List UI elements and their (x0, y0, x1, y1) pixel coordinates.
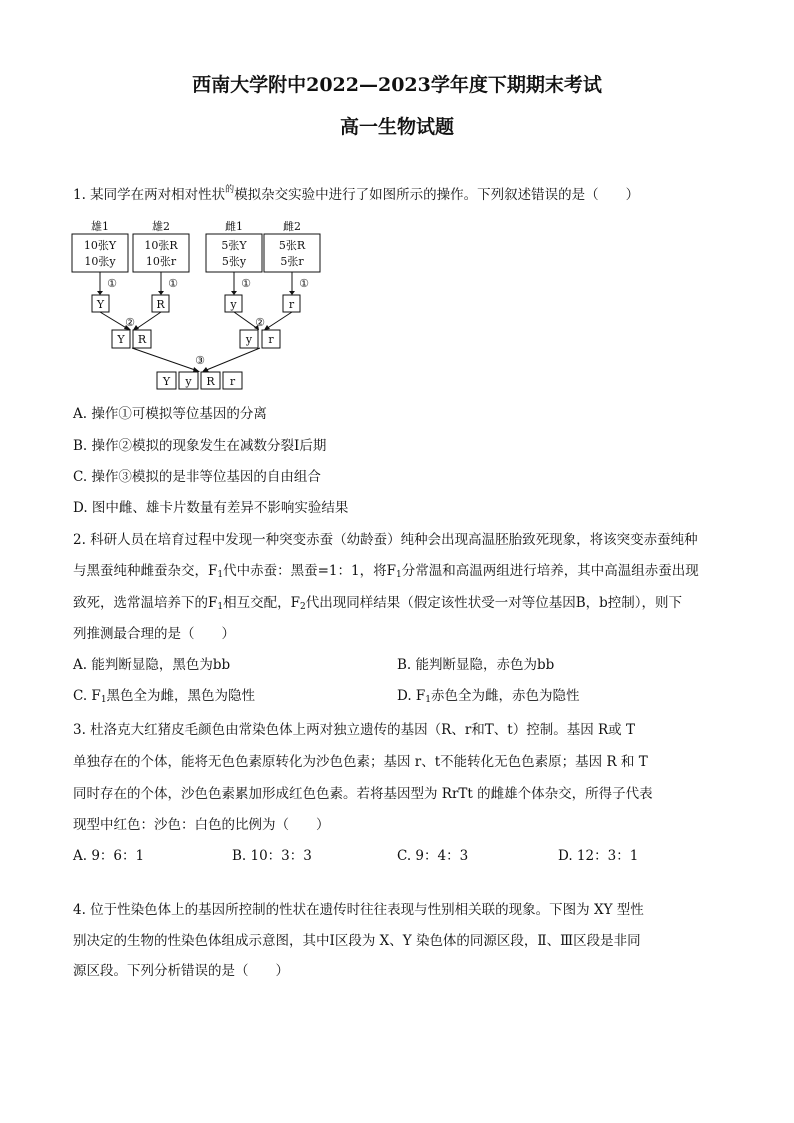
q2-option-b: B. 能判断显隐，赤色为bb (397, 657, 555, 673)
q1-option-a: A. 操作①可模拟等位基因的分离 (73, 406, 267, 422)
allele-card: Y (96, 298, 105, 311)
step1-label: ① (241, 277, 251, 290)
box-line: 10张y (84, 255, 116, 268)
step1-label: ① (107, 277, 117, 290)
q2-stem-line2: 与黑蚕纯种雌蚕杂交，$F_1$代中赤蚕：黑蚕=1：1，将$F_1$分常温和高温两组进行培养，其中高温组赤蚕出现 (73, 563, 699, 580)
q3-option-b: B. 10：3：3 (232, 848, 312, 864)
box-line: 10张r (145, 255, 177, 268)
q1-option-b: B. 操作②模拟的现象发生在减数分裂Ⅰ后期 (73, 438, 327, 454)
allele-card: R (206, 375, 215, 388)
q3-option-c: C. 9：4：3 (397, 848, 469, 864)
allele-card: R (137, 333, 147, 346)
q3-option-a: A. 9：6：1 (73, 848, 145, 864)
box-line: 10张Y (83, 239, 117, 252)
q4-stem-line2: 别决定的生物的性染色体组成示意图，其中Ⅰ区段为 X、Y 染色体的同源区段，Ⅱ、Ⅲ区段是非同 (73, 933, 641, 949)
allele-card: r (229, 375, 236, 388)
q3-stem-line2: 单独存在的个体，能将无色色素原转化为沙色色素；基因 r、t不能转化无色色素原；基因 R 和 T (73, 754, 648, 770)
step1-label: ① (168, 277, 178, 290)
q2-option-a: A. 能判断显隐，黑色为bb (73, 657, 231, 673)
q1-option-c: C. 操作③模拟的是非等位基因的自由组合 (73, 469, 321, 485)
step1-label: ① (299, 277, 309, 290)
q3-stem-line3: 同时存在的个体，沙色色素累加形成红色色素。若将基因型为 RrTt 的雌雄个体杂交，所得子代表 (73, 786, 653, 802)
q3-stem-line4: 现型中红色：沙色：白色的比例为（ ） (73, 817, 330, 833)
box-header-male1: 雄1 (91, 220, 109, 233)
allele-card: y (185, 375, 192, 388)
box-line: 10张R (144, 239, 178, 252)
q3-stem-line1: 3. 杜洛克大红猪皮毛颜色由常染色体上两对独立遗传的基因（R、r和T、t）控制。基因 R或 T (73, 722, 635, 738)
step2-label: ② (125, 316, 135, 329)
box-line: 5张Y (221, 239, 247, 252)
q1-option-d: D. 图中雌、雄卡片数量有差异不影响实验结果 (73, 500, 349, 516)
q1-diagram (60, 212, 360, 392)
allele-card: Y (162, 375, 171, 388)
exam-subtitle: 高一生物试题 (339, 116, 454, 138)
q2-stem-line1: 2. 科研人员在培育过程中发现一种突变赤蚕（幼龄蚕）纯种会出现高温胚胎致死现象，将该突变赤蚕纯种 (73, 532, 698, 548)
q4-stem-line3: 源区段。下列分析错误的是（ ） (73, 963, 289, 979)
allele-card: r (288, 298, 295, 311)
q2-option-c: C. $F_1$黑色全为雌，黑色为隐性 (73, 688, 256, 705)
box-line: 5张r (280, 255, 304, 268)
q2-stem-line3: 致死，选常温培养下的$F_1$相互交配，$F_2$代出现同样结果（假定该性状受一对等位基因B，b控制），则下 (73, 595, 683, 612)
box-line: 5张y (221, 255, 247, 268)
box-header-female1: 雌1 (225, 220, 243, 233)
exam-title: 西南大学附中2022—2023学年度下期期末考试 (192, 74, 602, 96)
step2-label: ② (255, 316, 265, 329)
step3-label: ③ (195, 354, 205, 367)
box-header-female2: 雌2 (283, 220, 301, 233)
q4-stem-line1: 4. 位于性染色体上的基因所控制的性状在遗传时往往表现与性别相关联的现象。下图为 XY 型性 (73, 902, 644, 918)
q3-option-d: D. 12：3：1 (558, 848, 639, 864)
allele-card: y (230, 298, 237, 311)
allele-card: y (245, 333, 253, 346)
q2-option-d: D. $F_1$赤色全为雌，赤色为隐性 (397, 688, 580, 705)
box-header-male2: 雄2 (152, 220, 170, 233)
allele-card: R (156, 298, 165, 311)
q2-stem-line4: 列推测最合理的是（ ） (73, 626, 235, 642)
allele-card: Y (117, 333, 125, 346)
box-line: 5张R (278, 239, 306, 252)
q1-stem: 1. 某同学在两对相对性状$^的$模拟杂交实验中进行了如图所示的操作。下列叙述错误的是（ ） (73, 185, 640, 203)
allele-card: r (268, 333, 274, 346)
